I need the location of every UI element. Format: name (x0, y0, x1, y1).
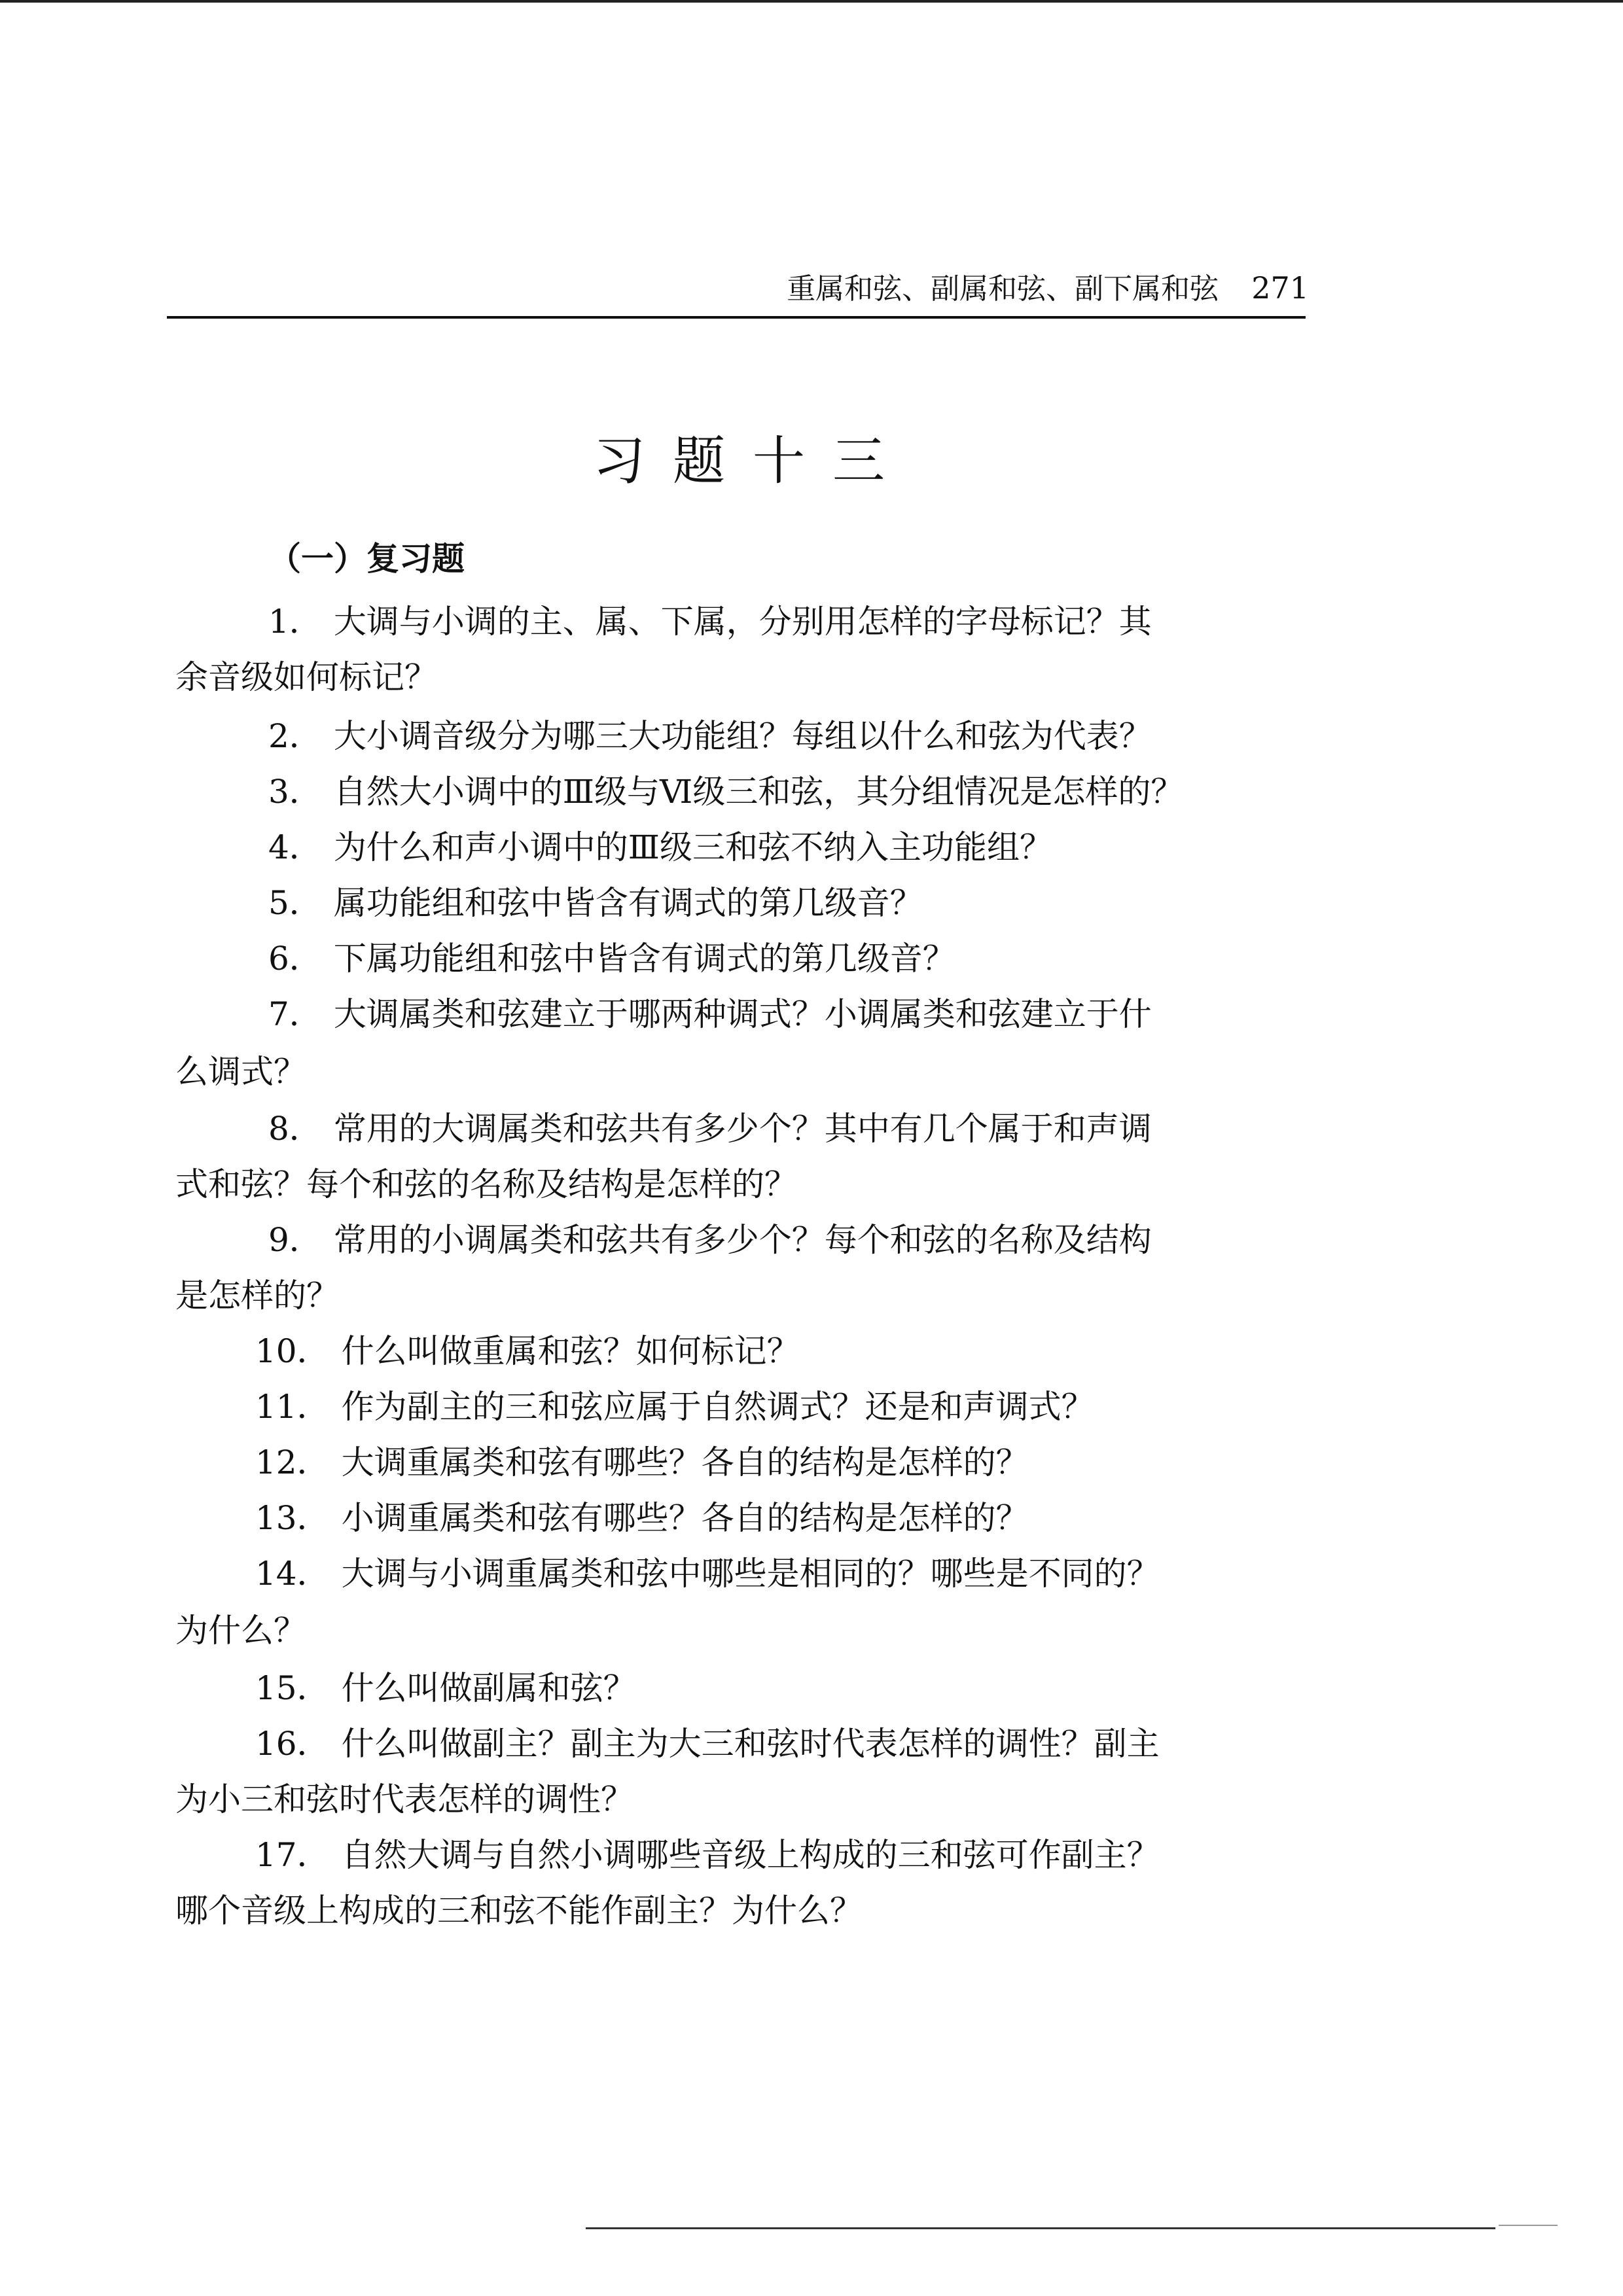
question-10 (255, 1325, 800, 1377)
question-text: 大调与小调重属类和弦中哪些是相同的？哪些是不同的？ (341, 1555, 1160, 1593)
question-text: 属功能组和弦中皆含有调式的第几级音？ (333, 884, 923, 922)
question-14 (255, 1547, 1160, 1600)
question-number: 16． (255, 1725, 330, 1763)
question-number: 13． (255, 1499, 330, 1537)
question-7 (268, 988, 1152, 1040)
bottom-scan-rule (586, 2227, 1495, 2229)
bottom-scan-rule-fade (1499, 2225, 1558, 2226)
question-17 (255, 1829, 1160, 1881)
question-text: 大调属类和弦建立于哪两种调式？小调属类和弦建立于什 (333, 995, 1152, 1033)
question-8 (268, 1103, 1152, 1155)
question-13 (255, 1492, 1029, 1544)
question-text: 什么叫做副主？副主为大三和弦时代表怎样的调性？副主 (341, 1725, 1160, 1763)
question-11 (255, 1381, 1094, 1433)
page-number: 271 (1251, 270, 1309, 306)
question-number: 17． (255, 1836, 330, 1874)
question-number: 1． (268, 603, 322, 641)
question-number: 2． (268, 717, 322, 755)
question-4 (268, 821, 1052, 874)
question-number: 9． (268, 1221, 322, 1259)
question-number: 4． (268, 828, 322, 866)
question-3 (268, 766, 1183, 818)
section-heading: （一）复习题 (268, 539, 465, 578)
question-12 (255, 1436, 1029, 1489)
question-text: 作为副主的三和弦应属于自然调式？还是和声调式？ (341, 1388, 1094, 1426)
question-number: 12． (255, 1443, 330, 1481)
question-14-continuation: 为什么？ (175, 1612, 306, 1650)
question-15 (255, 1662, 636, 1714)
question-text: 大小调音级分为哪三大功能组？每组以什么和弦为代表？ (333, 717, 1152, 755)
question-9 (268, 1214, 1152, 1266)
question-number: 10． (255, 1332, 330, 1370)
question-text: 常用的大调属类和弦共有多少个？其中有几个属于和声调 (333, 1110, 1152, 1148)
question-number: 3． (268, 773, 322, 811)
question-text: 下属功能组和弦中皆含有调式的第几级音？ (333, 940, 955, 978)
question-text: 常用的小调属类和弦共有多少个？每个和弦的名称及结构 (333, 1221, 1152, 1259)
question-text: 什么叫做副属和弦？ (341, 1669, 636, 1707)
question-1 (268, 595, 1152, 648)
question-number: 15． (255, 1669, 330, 1707)
question-text: 什么叫做重属和弦？如何标记？ (341, 1332, 800, 1370)
question-5 (268, 877, 923, 929)
running-head-title: 重属和弦、副属和弦、副下属和弦 (787, 272, 1219, 306)
question-text: 大调与小调的主、属、下属，分别用怎样的字母标记？其 (333, 603, 1152, 641)
question-number: 14． (255, 1555, 330, 1593)
question-text: 为什么和声小调中的Ⅲ级三和弦不纳入主功能组？ (333, 828, 1053, 866)
question-text: 自然大小调中的Ⅲ级与Ⅵ级三和弦，其分组情况是怎样的？ (333, 773, 1184, 811)
question-16 (255, 1718, 1160, 1770)
question-6 (268, 932, 955, 985)
question-16-continuation: 为小三和弦时代表怎样的调性？ (175, 1780, 633, 1818)
question-17-continuation: 哪个音级上构成的三和弦不能作副主？为什么？ (175, 1892, 863, 1930)
question-number: 7． (268, 995, 322, 1033)
exercise-title: 习题十三 (593, 431, 912, 491)
question-7-continuation: 么调式？ (175, 1053, 306, 1091)
question-2 (268, 710, 1152, 762)
question-number: 6． (268, 940, 322, 978)
question-number: 5． (268, 884, 322, 922)
question-text: 自然大调与自然小调哪些音级上构成的三和弦可作副主？ (341, 1836, 1160, 1874)
question-1-continuation: 余音级如何标记？ (175, 658, 437, 696)
question-9-continuation: 是怎样的？ (175, 1277, 339, 1315)
question-text: 小调重属类和弦有哪些？各自的结构是怎样的？ (341, 1499, 1029, 1537)
question-number: 11． (255, 1388, 330, 1426)
question-text: 大调重属类和弦有哪些？各自的结构是怎样的？ (341, 1443, 1029, 1481)
question-number: 8． (268, 1110, 322, 1148)
question-8-continuation: 式和弦？每个和弦的名称及结构是怎样的？ (175, 1165, 797, 1203)
